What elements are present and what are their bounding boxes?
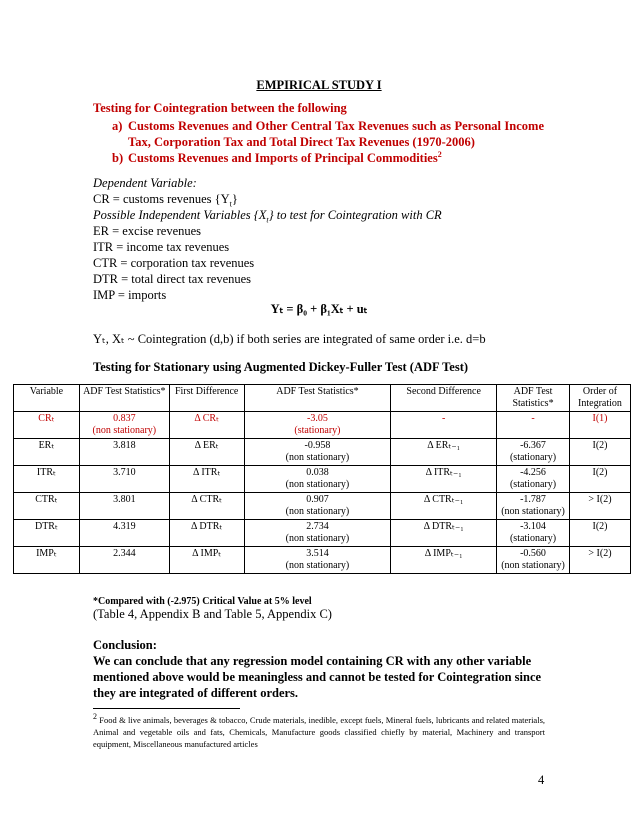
table-row	[14, 439, 631, 466]
table-reference: (Table 4, Appendix B and Table 5, Appendix C)	[93, 607, 332, 621]
table-cell: I(2)	[569, 466, 630, 493]
header-order-integration: Order of Integration	[569, 385, 630, 412]
table-cell: 3.801	[79, 493, 169, 520]
table-cell: Δ DTRₜ₋₁	[391, 520, 497, 547]
header-adf-stat-first: ADF Test Statistics*	[244, 385, 391, 412]
table-cell: Δ ITRₜ	[169, 466, 244, 493]
table-cell: 3.818	[79, 439, 169, 466]
table-cell: -	[391, 412, 497, 439]
footnote-divider	[93, 708, 240, 709]
list-item-label: b)	[112, 151, 124, 165]
table-cell: 0.837 (non stationary)	[79, 412, 169, 439]
table-cell: 4.319	[79, 520, 169, 547]
table-cell: -4.256 (stationary)	[497, 466, 570, 493]
table-cell: ERₜ	[14, 439, 80, 466]
table-cell: CRₜ	[14, 412, 80, 439]
table-cell: I(1)	[569, 412, 630, 439]
table-cell: 2.344	[79, 547, 169, 574]
table-cell: CTRₜ	[14, 493, 80, 520]
table-cell: -3.104 (stationary)	[497, 520, 570, 547]
footnote-marker: 2	[437, 149, 442, 159]
table-row	[14, 493, 631, 520]
footnote	[93, 714, 545, 750]
header-adf-stat: ADF Test Statistics*	[79, 385, 169, 412]
adf-results-table	[13, 384, 631, 574]
list-item-text: Customs Revenues and Other Central Tax Revenues such as Personal Income Tax, Corporation Tax and Total Direct Tax Revenues (1970-2006)	[128, 119, 544, 149]
definition-er: ER = excise revenues	[93, 224, 202, 238]
stationary-test-heading: Testing for Stationary using Augmented Dickey-Fuller Test (ADF Test)	[93, 360, 469, 374]
table-cell: 2.734 (non stationary)	[244, 520, 391, 547]
table-header-row	[14, 385, 631, 412]
table-cell: -	[497, 412, 570, 439]
table-cell: > I(2)	[569, 547, 630, 574]
list-item-a	[112, 118, 544, 150]
independent-variables-heading: Possible Independent Variables $\{X_t\}$ to test for Cointegration with CR	[93, 208, 442, 225]
conclusion-heading: Conclusion:	[93, 638, 157, 652]
table-cell: -6.367 (stationary)	[497, 439, 570, 466]
header-adf-stat-second: ADF Test Statistics*	[497, 385, 570, 412]
table-row	[14, 412, 631, 439]
table-cell: Δ IMPₜ	[169, 547, 244, 574]
table-cell: > I(2)	[569, 493, 630, 520]
header-variable: Variable	[14, 385, 80, 412]
footnote-number: 2	[93, 712, 97, 722]
table-cell: -1.787 (non stationary)	[497, 493, 570, 520]
definition-imp: IMP = imports	[93, 288, 167, 302]
table-cell: I(2)	[569, 439, 630, 466]
table-cell: -0.560 (non stationary)	[497, 547, 570, 574]
variables-block	[93, 175, 442, 303]
table-cell: IMPₜ	[14, 547, 80, 574]
table-cell: 0.907 (non stationary)	[244, 493, 391, 520]
table-cell: Δ CRₜ	[169, 412, 244, 439]
regression-equation: Yₜ = β₀ + β₁Xₜ + uₜ	[270, 302, 368, 316]
definition-ctr: CTR = corporation tax revenues	[93, 256, 255, 270]
header-second-difference: Second Difference	[391, 385, 497, 412]
table-cell: -3.05 (stationary)	[244, 412, 391, 439]
list-item-label: a)	[112, 119, 123, 133]
table-cell: Δ CTRₜ	[169, 493, 244, 520]
testing-heading: Testing for Cointegration between the following	[93, 101, 347, 115]
table-cell: 3.710	[79, 466, 169, 493]
table-cell: Δ ITRₜ₋₁	[391, 466, 497, 493]
page-title: EMPIRICAL STUDY I	[256, 78, 382, 92]
table-cell: Δ ERₜ₋₁	[391, 439, 497, 466]
table-cell: I(2)	[569, 520, 630, 547]
table-row	[14, 547, 631, 574]
table-cell: Δ IMPₜ₋₁	[391, 547, 497, 574]
table-cell: ITRₜ	[14, 466, 80, 493]
definition-dtr: DTR = total direct tax revenues	[93, 272, 252, 286]
table-row	[14, 520, 631, 547]
table-cell: -0.958 (non stationary)	[244, 439, 391, 466]
table-cell: DTRₜ	[14, 520, 80, 547]
page-number: 4	[538, 773, 545, 787]
list-item-b	[112, 150, 544, 166]
list-item-text: Customs Revenues and Imports of Principal Commodities	[128, 151, 438, 165]
definition-itr: ITR = income tax revenues	[93, 240, 230, 254]
table-cell: 3.514 (non stationary)	[244, 547, 391, 574]
table-cell: Δ CTRₜ₋₁	[391, 493, 497, 520]
conclusion-text: We can conclude that any regression model containing CR with any other variable mentioned above would be meaningless and cannot be tested for Cointegration since they are integrated of different orders.	[93, 654, 542, 700]
header-first-difference: First Difference	[169, 385, 244, 412]
table-cell: 0.038 (non stationary)	[244, 466, 391, 493]
table-cell: Δ DTRₜ	[169, 520, 244, 547]
footnote-text: Food & live animals, beverages & tobacco, Crude materials, inedible, except fuels, Mineral fuels, lubricants and related materials, Animal and vegetable oils and fats, Chemicals, Manufacture goods classified chiefly by material, Machinery and transport equipment, Miscellaneous manufactured articles	[93, 715, 546, 749]
table-row	[14, 466, 631, 493]
cointegration-condition: Yₜ, Xₜ ~ Cointegration (d,b) if both series are integrated of same order i.e. d=b	[93, 332, 486, 346]
table-cell: Δ ERₜ	[169, 439, 244, 466]
table-note: *Compared with (-2.975) Critical Value at 5% level	[93, 596, 312, 607]
cr-definition: CR = customs revenues $\{Y_t\}$	[93, 192, 238, 209]
dependent-variable-heading: Dependent Variable:	[93, 176, 197, 190]
